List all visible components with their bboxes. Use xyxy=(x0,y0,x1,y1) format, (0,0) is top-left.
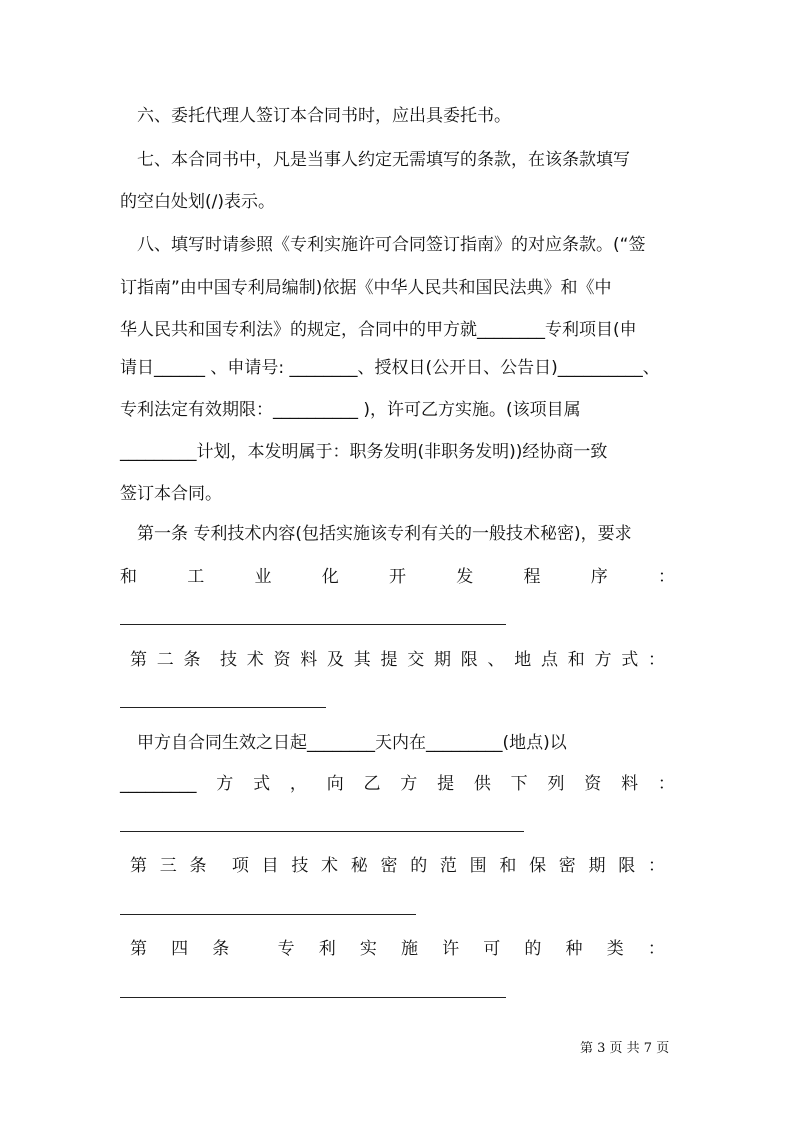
char: 四 xyxy=(171,939,189,959)
char: 乙 xyxy=(363,774,381,794)
char: 密 xyxy=(558,856,576,876)
clause-8-line-1: 八、填写时请参照《专利实施许可合同签订指南》的对应条款。(“签 xyxy=(120,235,646,255)
char: 秘 xyxy=(350,856,368,876)
article-2-heading xyxy=(130,644,665,676)
clause-7-line-2: 的空白处划(/)表示。 xyxy=(120,192,275,212)
char: 方 xyxy=(594,650,612,670)
article-4-heading xyxy=(130,933,665,965)
char: 程 xyxy=(523,567,541,587)
char: 密 xyxy=(380,856,398,876)
char: 交 xyxy=(407,650,425,670)
char: 向 xyxy=(326,774,344,794)
char: 和 xyxy=(567,650,585,670)
article-4-blank-line xyxy=(120,997,506,998)
char: 限 xyxy=(460,650,478,670)
clause-8-line-4: 请日______ 、申请号: ________、授权日(公开日、公告日)__________、 xyxy=(120,358,660,378)
char: 第 xyxy=(130,939,147,959)
char: 和 xyxy=(499,856,517,876)
char: 保 xyxy=(529,856,547,876)
char: 资 xyxy=(584,774,602,794)
char: 及 xyxy=(327,650,344,670)
char: 限 xyxy=(618,856,636,876)
char: 许 xyxy=(442,939,460,959)
char: 二 xyxy=(156,650,174,670)
delivery-line-tail xyxy=(120,768,675,800)
char: 发 xyxy=(456,567,474,587)
char: ： xyxy=(658,567,675,587)
char: 业 xyxy=(254,567,272,587)
article-3-blank-line xyxy=(120,914,416,915)
char: 和 xyxy=(120,567,137,587)
page-number: 第 3 页 共 7 页 xyxy=(580,1041,670,1056)
blank: _________ xyxy=(120,774,197,794)
char: 种 xyxy=(565,939,583,959)
char: ： xyxy=(648,650,665,670)
char: 术 xyxy=(246,650,264,670)
clause-8-line-5: 专利法定有效期限：__________ )，许可乙方实施。(该项目属 xyxy=(120,400,581,420)
char: 下 xyxy=(510,774,528,794)
article-1-heading: 第一条 专利技术内容(包括实施该专利有关的一般技术秘密)，要求 xyxy=(120,524,632,544)
char: 开 xyxy=(389,567,406,587)
char: 技 xyxy=(220,650,237,670)
char: 其 xyxy=(353,650,371,670)
clause-6-line: 六、委托代理人签订本合同书时，应出具委托书。 xyxy=(120,106,511,126)
char: 范 xyxy=(439,856,457,876)
char: 的 xyxy=(410,856,428,876)
char: 条 xyxy=(183,650,201,670)
char: 式 xyxy=(621,650,639,670)
char: 术 xyxy=(321,856,339,876)
char: 期 xyxy=(588,856,606,876)
char: 的 xyxy=(524,939,542,959)
char: 资 xyxy=(273,650,291,670)
char: 目 xyxy=(261,856,279,876)
clause-8-line-3: 华人民共和国专利法》的规定，合同中的甲方就________专利项目(申 xyxy=(120,320,637,340)
char: ， xyxy=(289,774,307,794)
char: 方 xyxy=(216,774,234,794)
char: 提 xyxy=(437,774,455,794)
delivery-line: 甲方自合同生效之日起________天内在_________(地点)以 xyxy=(120,733,567,753)
article-2-blank-line xyxy=(120,707,326,708)
char: 条 xyxy=(212,939,230,959)
article-1-heading-tail xyxy=(120,561,675,593)
char: 化 xyxy=(321,567,339,587)
clause-8-line-6: _________计划，本发明属于：职务发明(非职务发明))经协商一致 xyxy=(120,442,608,462)
char: 利 xyxy=(318,939,336,959)
char: 点 xyxy=(541,650,558,670)
char: 技 xyxy=(291,856,309,876)
char: 期 xyxy=(434,650,451,670)
char: 三 xyxy=(159,856,177,876)
char: ： xyxy=(657,774,675,794)
char: 第 xyxy=(130,650,147,670)
char: 围 xyxy=(469,856,487,876)
char: 第 xyxy=(130,856,147,876)
char: 施 xyxy=(400,939,418,959)
char: 序 xyxy=(590,567,608,587)
article-3-heading xyxy=(130,850,665,882)
delivery-blank-line xyxy=(120,831,524,832)
clause-7-line-1: 七、本合同书中，凡是当事人约定无需填写的条款，在该条款填写 xyxy=(120,150,630,170)
char: 专 xyxy=(277,939,295,959)
clause-8-line-7: 签订本合同。 xyxy=(120,484,222,504)
char: 、 xyxy=(487,650,505,670)
char: ： xyxy=(647,939,665,959)
char: 料 xyxy=(621,774,639,794)
char: 条 xyxy=(189,856,207,876)
char: 列 xyxy=(547,774,565,794)
char: 供 xyxy=(473,774,491,794)
article-1-blank-line xyxy=(120,624,506,625)
char: 项 xyxy=(231,856,249,876)
char: 实 xyxy=(359,939,377,959)
char: ： xyxy=(647,856,665,876)
char: 提 xyxy=(380,650,398,670)
clause-8-line-2: 订指南”由中国专利局编制)依据《中华人民共和国民法典》和《中 xyxy=(120,278,612,298)
char: 料 xyxy=(300,650,318,670)
char: 可 xyxy=(483,939,501,959)
char: 类 xyxy=(606,939,624,959)
char: 地 xyxy=(514,650,532,670)
char: 式 xyxy=(253,774,271,794)
char: 方 xyxy=(400,774,418,794)
char: 工 xyxy=(187,567,205,587)
